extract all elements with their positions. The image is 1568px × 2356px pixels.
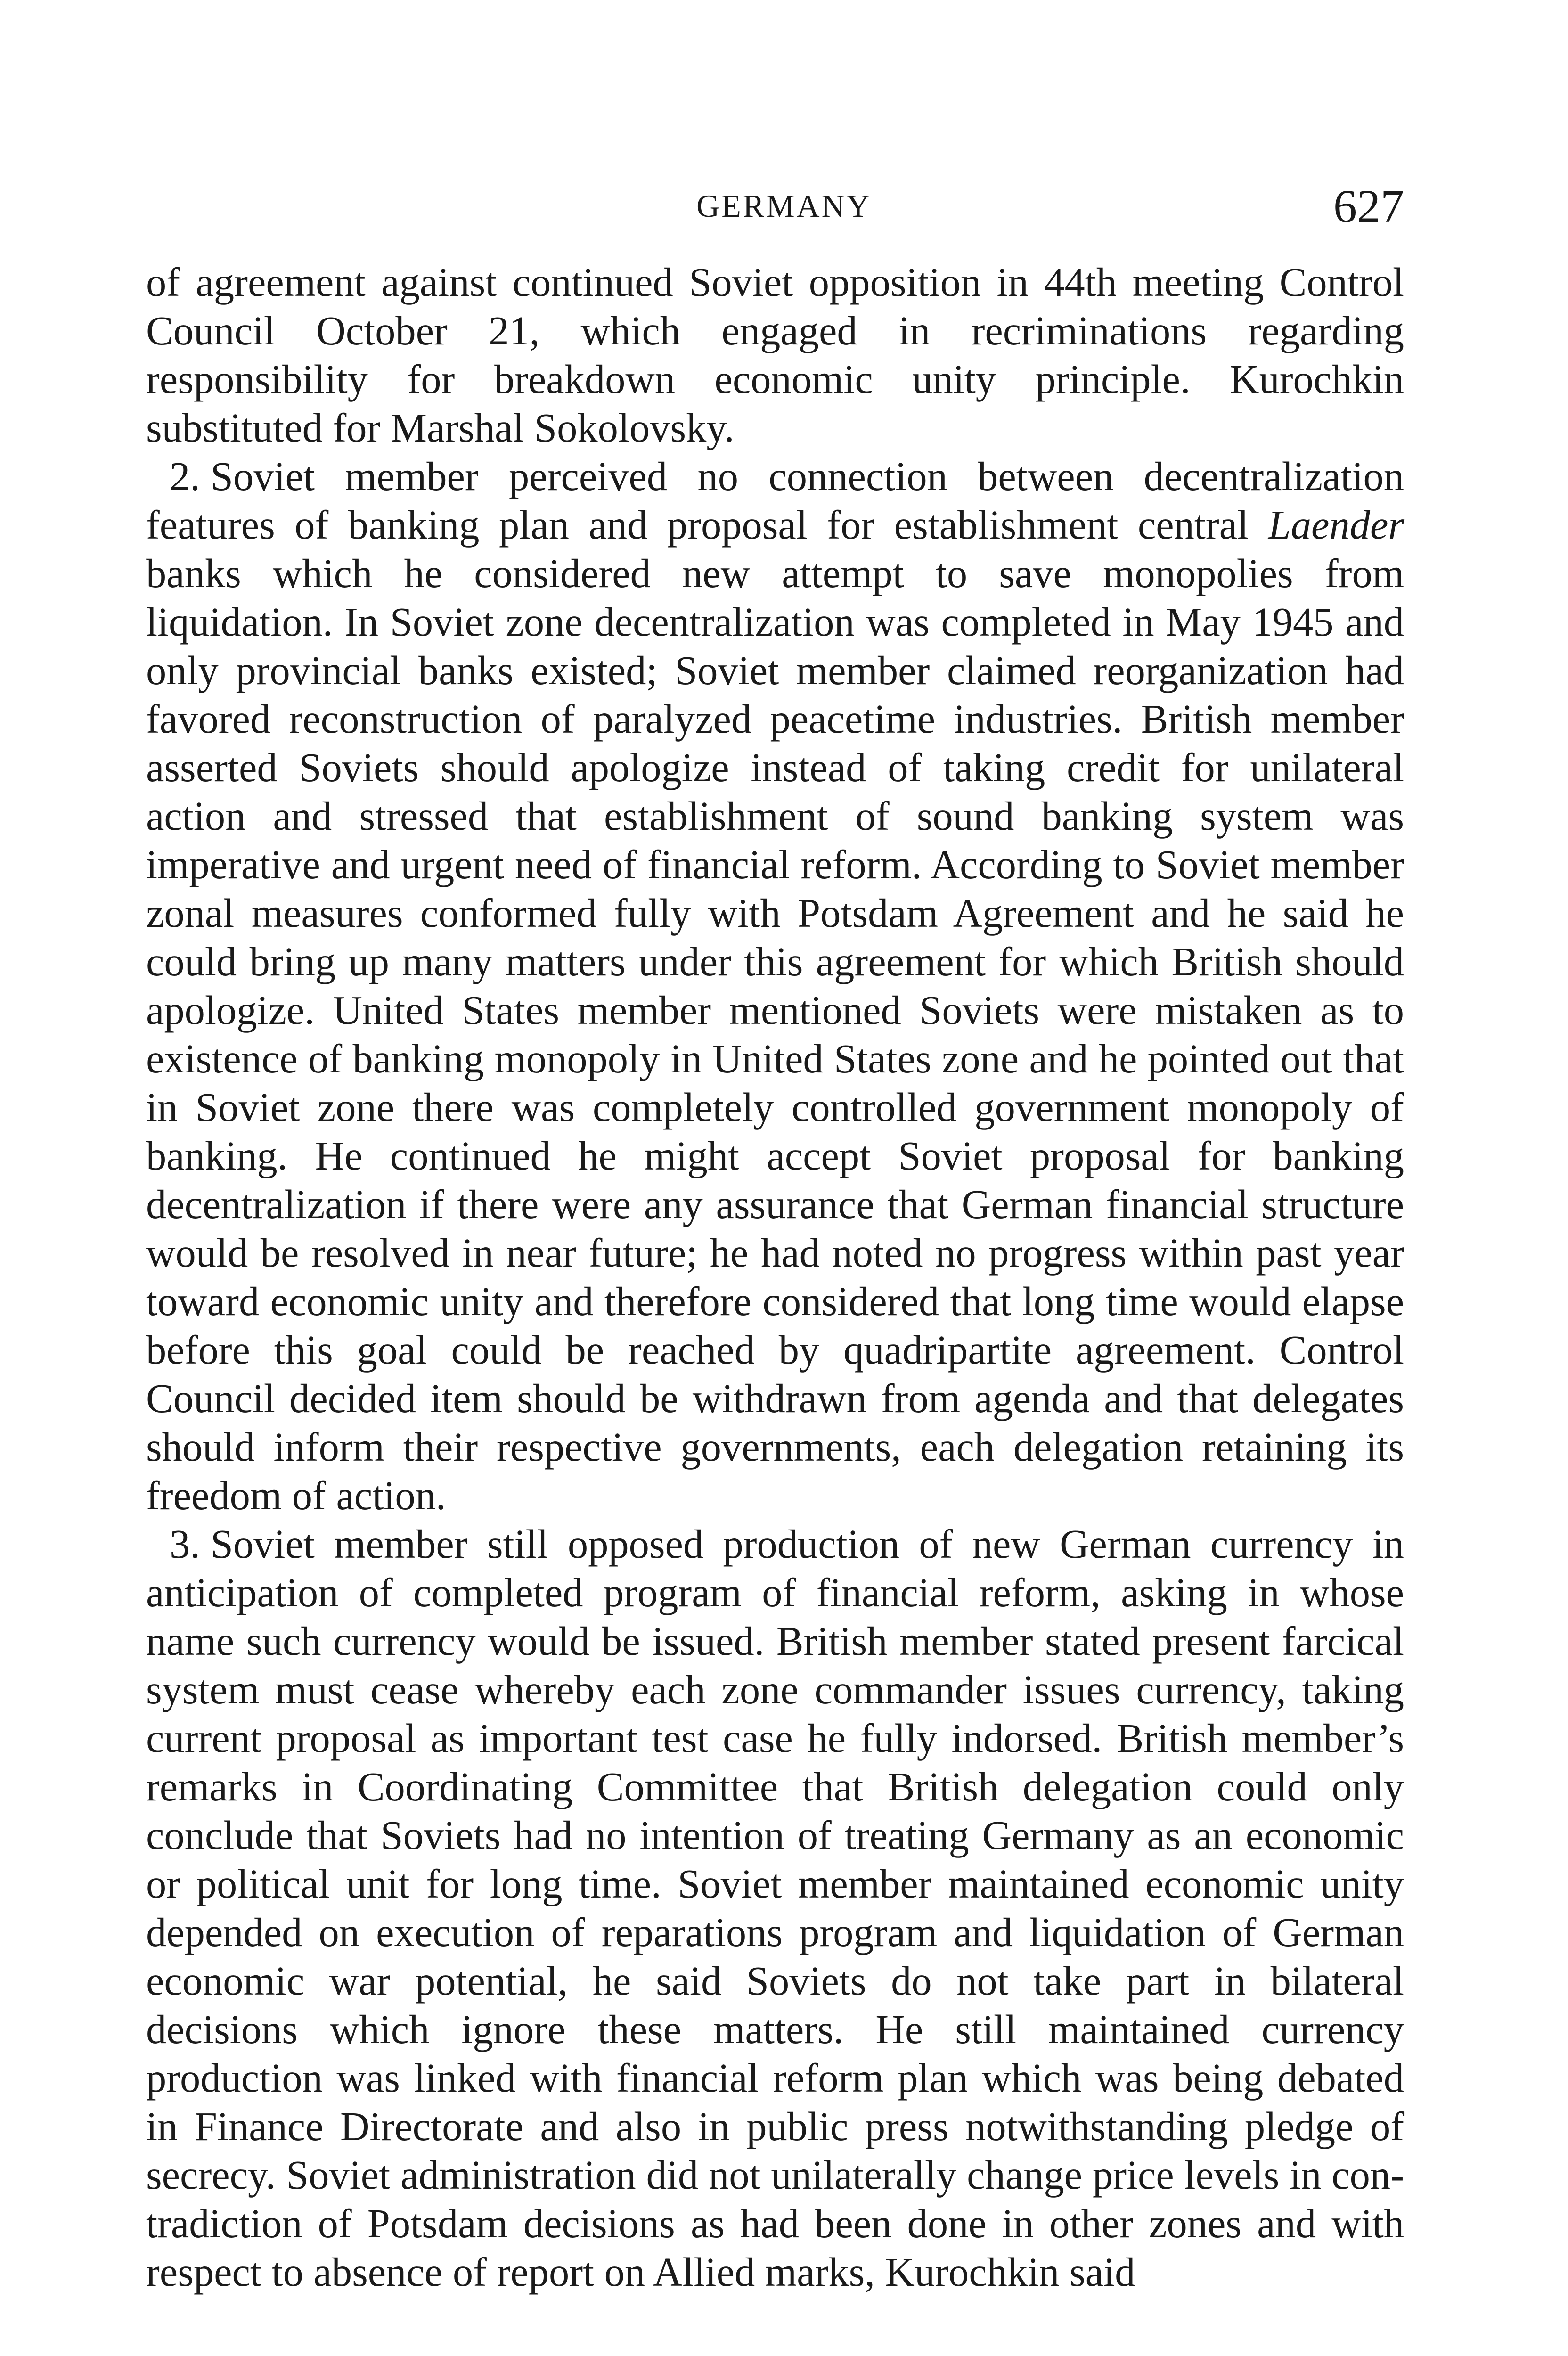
- paragraph-3: [146, 1520, 1404, 2297]
- body-text: [146, 258, 1404, 2297]
- italic-term: Laender: [1268, 502, 1404, 548]
- paragraph-number: 2.: [170, 454, 200, 499]
- paragraph-2: [146, 452, 1404, 1520]
- paragraph-continued: [146, 258, 1404, 452]
- text-run: Soviet member perceived no connection between decentralization features of banking plan and proposal for establishment central: [146, 454, 1404, 548]
- text-run: Soviet member still opposed production of new German currency in anticipation of completed program of financial reform, asking in whose name such currency would be issued. British member stated present farcical system must cease whereby each zone commander issues currency, taking current proposal as important test case he fully indorsed. British member’s remarks in Coordinating Committee that British delegation could only conclude that Soviets had no intention of treating Germany as an economic or political unit for long time. Soviet member maintained economic unity depended on execution of reparations program and liquidation of German economic war potential, he said Soviets do not take part in bilateral decisions which ignore these matters. He still maintained currency production was linked with financial reform plan which was being debated in Finance Directorate and also in public press notwithstanding pledge of secrecy. Soviet administration did not unilaterally change price levels in contradiction of Potsdam decisions as had been done in other zones and with respect to absence of report on Allied marks, Kurochkin said: [146, 1522, 1404, 2295]
- running-title: GERMANY: [696, 188, 872, 224]
- running-head: [0, 179, 1568, 236]
- text-run: banks which he considered new attempt to save monopolies from liquidation. In Soviet zone decentralization was completed in May 1945 and only provincial banks existed; Soviet member claimed reorganization had favored reconstruction of paralyzed peacetime industries. British member asserted Soviets should apologize instead of taking credit for unilateral action and stressed that establishment of sound banking system was imperative and urgent need of financial reform. According to Soviet member zonal measures conformed fully with Potsdam Agreement and he said he could bring up many matters under this agreement for which British should apologize. United States member mentioned Soviets were mistaken as to existence of banking monopoly in United States zone and he pointed out that in Soviet zone there was completely controlled government monopoly of banking. He continued he might accept Soviet proposal for banking decentralization if there were any assurance that German financial structure would be resolved in near future; he had noted no progress within past year toward economic unity and therefore considered that long time would elapse before this goal could be reached by quadripartite agreement. Control Council decided item should be withdrawn from agenda and that delegates should inform their respective governments, each delegation retaining its freedom of action.: [146, 551, 1404, 1518]
- text-run: of agreement against continued Soviet opposition in 44th meeting Control Council October 21, which engaged in recriminations regarding responsibility for breakdown economic unity principle. Kurochkin substituted for Marshal Sokolovsky.: [146, 260, 1404, 450]
- paragraph-number: 3.: [170, 1522, 200, 1567]
- page-number: 627: [1333, 180, 1404, 232]
